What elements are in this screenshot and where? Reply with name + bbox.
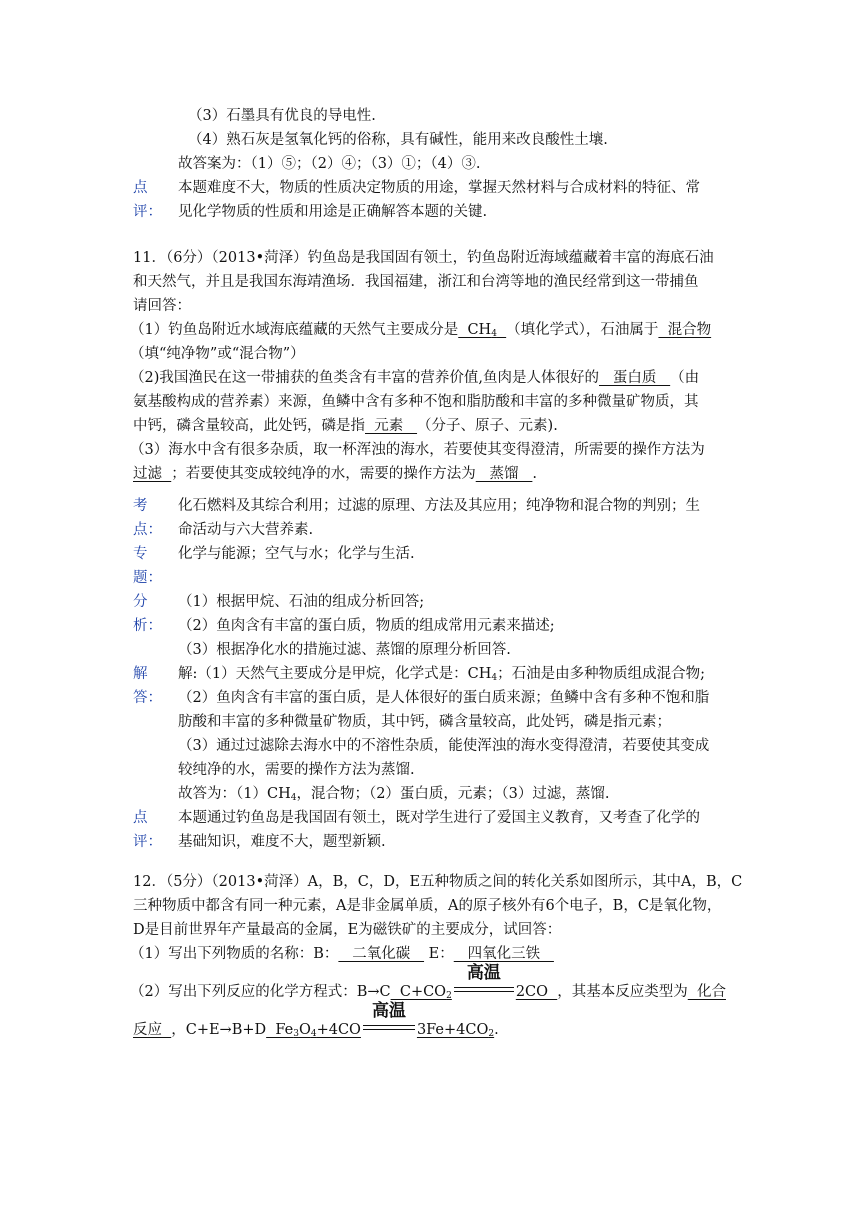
- q12-stem-1: 12．（5分）（2013•菏泽）A，B，C，D，E五种物质之间的转化关系如图所示，其中A，B，C: [133, 874, 743, 890]
- jieda-label: 答：: [133, 690, 162, 706]
- prev-comment-2: 见化学物质的性质和用途是正确解答本题的关键.: [178, 204, 488, 220]
- kaodian-label: 考: [133, 498, 148, 514]
- comment-label: 点: [133, 180, 148, 196]
- q11-stem-2: 和天然气，并且是我国东海靖渔场．我国福建，浙江和台湾等地的渔民经常到这一带捕鱼: [133, 274, 699, 290]
- kaodian-label: 点：: [133, 522, 162, 538]
- q11-part-2-c: 氨基酸构成的营养素）来源，鱼鳞中含有多种不饱和脂肪酸和丰富的多种微量矿物质，其: [133, 394, 699, 410]
- high-temp-condition: 高温: [361, 1022, 417, 1036]
- q12-equation-1: $C+CO_2$: [390, 984, 452, 1001]
- zhuanti-1: 化学与能源；空气与水；化学与生活.: [178, 546, 415, 562]
- fenxi-1: （1）根据甲烷、石油的组成分析回答;: [178, 594, 425, 610]
- fenxi-label: 分: [133, 594, 148, 610]
- jieda-6: 故答为：$(1)CH_4$，混合物；（2）蛋白质，元素；（3）过滤，蒸馏.: [178, 786, 610, 803]
- prev-line-3: （3）石墨具有优良的导电性.: [188, 108, 376, 124]
- jieda-5: 较纯净的水，需要的操作方法为蒸馏.: [178, 762, 415, 778]
- q11-answer-mixture: 混合物: [658, 322, 712, 338]
- q11-part-3-b: 过滤 ；若要使其变成较纯净的水，需要的操作方法为 蒸馏 .: [133, 466, 537, 482]
- prev-line-4: （4）熟石灰是氢氧化钙的俗称，具有碱性，能用来改良酸性土壤.: [188, 132, 608, 148]
- q12-answer-e: 四氧化三铁: [453, 946, 554, 962]
- q11-answer-element: 元素: [365, 418, 418, 434]
- q11-answer-formula: $CH_4$: [458, 322, 497, 339]
- q11-part-1-c: （填“纯净物”或“混合物”）: [130, 346, 305, 362]
- q12-part-1: （1）写出下列物质的名称：B： 二氧化碳 E： 四氧化三铁: [130, 946, 554, 962]
- q11-part-1-text: （1）钓鱼岛附近水域海底蕴藏的天然气主要成分是: [130, 322, 459, 338]
- q12-answer-type: 化合: [687, 984, 726, 1000]
- fenxi-2: （2）鱼肉含有丰富的蛋白质，物质的组成常用元素来描述;: [178, 618, 555, 634]
- prev-answer: 故答案为：（1）⑤；（2）④；（3）①；（4）③.: [178, 156, 481, 172]
- dianping-1: 本题通过钓鱼岛是我国固有领土，既对学生进行了爱国主义教育，又考查了化学的: [178, 810, 700, 826]
- q11-answer-filter: 过滤: [133, 466, 172, 482]
- zhuanti-label: 题：: [133, 570, 162, 586]
- q11-stem-1: 11．（6分）（2013•菏泽）钓鱼岛是我国固有领土，钓鱼岛附近海域蕴藏着丰富的海底石油: [133, 250, 714, 266]
- kaodian-1: 化石燃料及其综合利用；过滤的原理、方法及其应用；纯净物和混合物的判别；生: [178, 498, 700, 514]
- jieda-label: 解: [133, 666, 148, 682]
- fenxi-3: （3）根据净化水的措施过滤、蒸馏的原理分析回答.: [178, 642, 511, 658]
- high-temp-condition: 高温: [452, 984, 516, 998]
- comment-label: 评：: [133, 204, 162, 220]
- q11-stem-3: 请回答：: [133, 298, 191, 314]
- q11-part-1: [130, 320, 711, 344]
- q12-stem-2: 三种物质中都含有同一种元素，A是非金属单质，A的原子核外有6个电子，B，C是氧化物，: [133, 898, 722, 914]
- q12-answer-type-cont: 反应: [133, 1022, 172, 1038]
- q11-part-2: （2)我国渔民在这一带捕获的鱼类含有丰富的营养价值,鱼肉是人体很好的 蛋白质 （由: [130, 370, 700, 386]
- q12-answer-b: 二氧化碳: [338, 946, 425, 962]
- q11-part-1-text-b: （填化学式），石油属于: [506, 322, 659, 338]
- q11-answer-distill: 蒸馏: [475, 466, 533, 482]
- q12-equation-2: $Fe_3O_4+4CO$: [266, 1022, 361, 1039]
- jieda-1: 解:（1）天然气主要成分是甲烷，化学式是：$CH_4$；石油是由多种物质组成混合物;: [178, 666, 705, 683]
- q12-part-2: （2）写出下列反应的化学方程式：B→C $C+CO_2$ 高温 2CO ，其基本反应类型为 化合: [130, 963, 726, 1001]
- q11-part-2-d: 中钙，磷含量较高，此处钙，磷是指 元素 （分子、原子、元素).: [133, 418, 558, 434]
- jieda-2: （2）鱼肉含有丰富的蛋白质，是人体很好的蛋白质来源；鱼鳞中含有多种不饱和脂: [178, 690, 710, 706]
- zhuanti-label: 专: [133, 546, 148, 562]
- dianping-label: 点: [133, 810, 148, 826]
- prev-comment-1: 本题难度不大，物质的性质决定物质的用途，掌握天然材料与合成材料的特征、常: [178, 180, 700, 196]
- jieda-4: （3）通过过滤除去海水中的不溶性杂质，能使浑浊的海水变得澄清，若要使其变成: [178, 738, 710, 754]
- q11-answer-protein: 蛋白质: [599, 370, 671, 386]
- q12-stem-3: D是目前世界年产量最高的金属，E为磁铁矿的主要成分，试回答：: [133, 922, 562, 938]
- dianping-label: 评：: [133, 834, 162, 850]
- fenxi-label: 析：: [133, 618, 162, 634]
- q11-part-3: （3）海水中含有很多杂质，取一杯浑浊的海水，若要使其变得澄清，所需要的操作方法为: [130, 442, 705, 458]
- dianping-2: 基础知识，难度不大，题型新颖.: [178, 834, 386, 850]
- jieda-3: 肪酸和丰富的多种微量矿物质，其中钙，磷含量较高，此处钙，磷是指元素；: [178, 714, 671, 730]
- kaodian-2: 命活动与六大营养素.: [178, 522, 314, 538]
- q12-part-2-b: 反应 ，C+E→B+D $Fe_3O_4+4CO$ 高温 $3Fe+4CO_2$.: [133, 1001, 499, 1039]
